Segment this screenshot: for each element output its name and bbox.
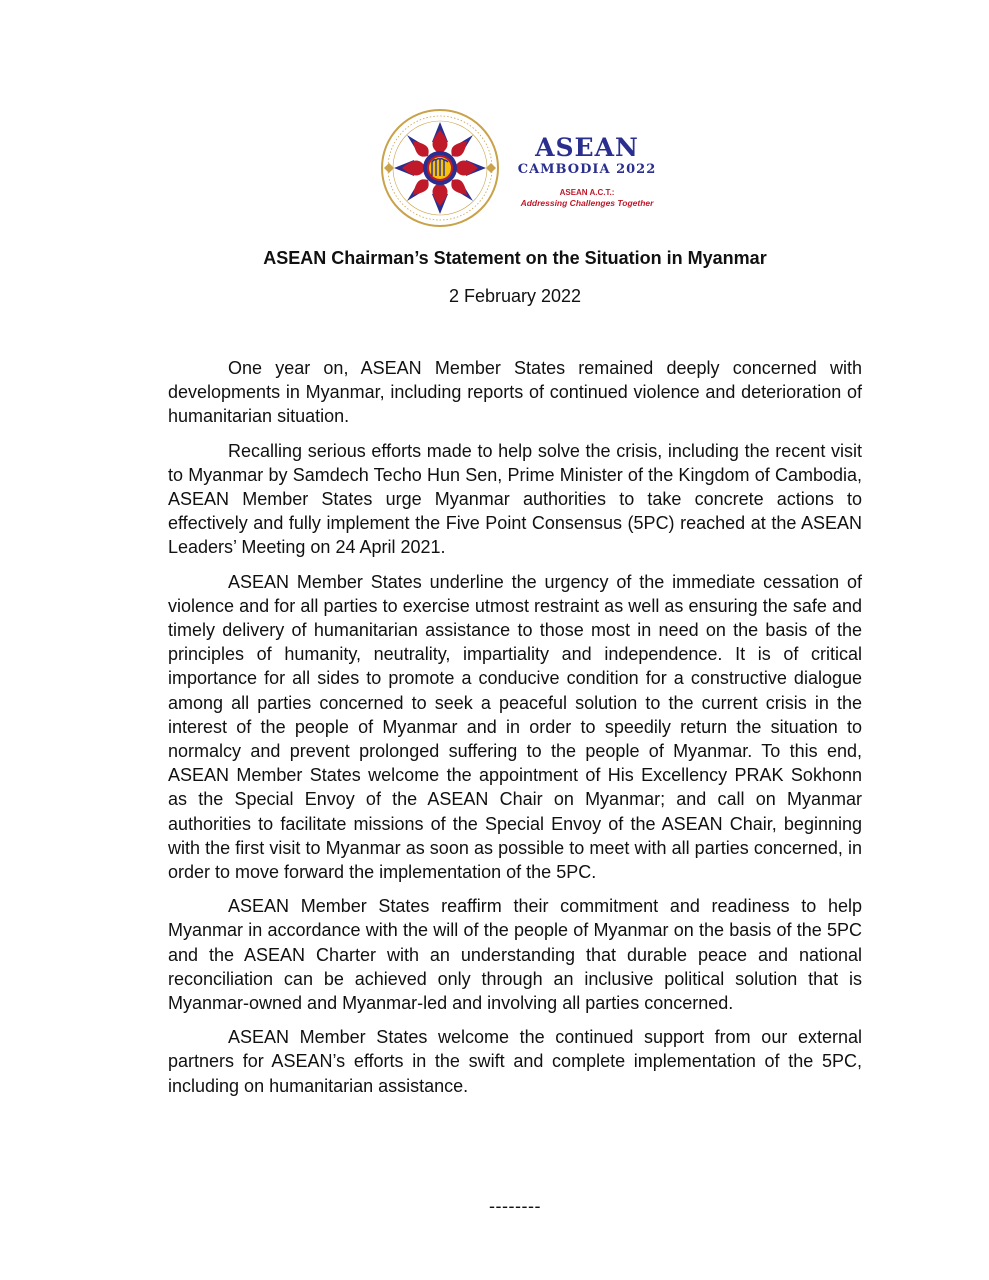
statement-body [168, 356, 862, 1108]
paragraph: One year on, ASEAN Member States remained deeply concerned with developments in Myanmar, including reports of continued violence and deterioration of humanitarian situation. [168, 358, 862, 427]
document-title: ASEAN Chairman’s Statement on the Situation in Myanmar [263, 248, 767, 268]
document-date: 2 February 2022 [448, 286, 582, 306]
paragraph: ASEAN Member States reaffirm their commitment and readiness to help Myanmar in accordance with the will of the people of Myanmar on the basis of the 5PC and the ASEAN Charter with an understanding that durable peace and national reconciliation can be achieved only through an inclusive political solution that is Myanmar-owned and Myanmar-led and involving all parties concerned. [168, 896, 862, 1014]
logo-tagline-heading: ASEAN A.C.T.: [559, 188, 615, 197]
asean-emblem-icon [380, 108, 500, 228]
paragraph: ASEAN Member States welcome the continued support from our external partners for ASEAN’s efforts in the swift and complete implementation of the 5PC, including on humanitarian assistance. [168, 1027, 862, 1096]
paragraph: Recalling serious efforts made to help solve the crisis, including the recent visit to Myanmar by Samdech Techo Hun Sen, Prime Minister of the Kingdom of Cambodia, ASEAN Member States urge Myanmar authorities to take concrete actions to effectively and fully implement the Five Point Consensus (5PC) reached at the ASEAN Leaders’ Meeting on 24 April 2021. [168, 440, 862, 558]
paragraph: ASEAN Member States underline the urgency of the immediate cessation of violence and for all parties to exercise utmost restraint as well as ensuring the safe and timely delivery of humanitarian assistance to those most in need on the basis of the principles of humanity, neutrality, impartiality and independence. It is of critical importance for all sides to promote a conducive condition for a constructive dialogue among all parties concerned to seek a peaceful solution to the current crisis in the interest of the people of Myanmar and in order to speedily return the situation to normalcy and prevent prolonged suffering to the people of Myanmar. To this end, ASEAN Member States welcome the appointment of His Excellency PRAK Sokhonn as the Special Envoy of the ASEAN Chair on Myanmar; and call on Myanmar authorities to facilitate missions of the Special Envoy of the ASEAN Chair, beginning with the first visit to Myanmar as soon as possible to meet with all parties concerned, in order to move forward the implementation of the 5PC. [168, 571, 862, 883]
logo-tagline: Addressing Challenges Together [520, 198, 654, 208]
logo-name: ASEAN [535, 133, 639, 162]
end-of-document-mark: -------- [489, 1196, 541, 1216]
asean-cambodia-logo [380, 108, 670, 228]
logo-subtitle: CAMBODIA 2022 [517, 162, 657, 177]
logo-wordmark [512, 134, 662, 209]
